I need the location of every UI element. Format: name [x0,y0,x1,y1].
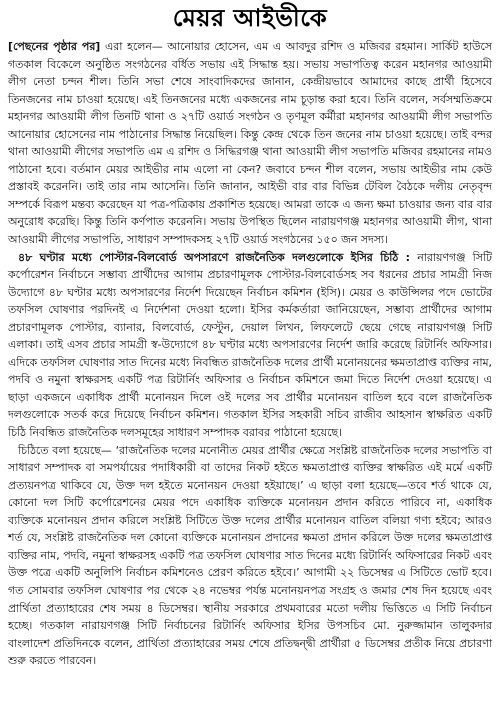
headline-container [8,2,492,38]
paragraph-3-text: চিঠিতে বলা হয়েছে— ‘রাজনৈতিক দলের মনোনীত মেয়র প্রার্থীর ক্ষেত্রে সংশ্লিষ্ট রাজনৈতিক দলের সভাপতি বা সাধারণ সম্পাদক বা সমপর্যায়ের পদাধিকারী বা তাদের নিকট হইতে ক্ষমতাপ্রাপ্ত ব্যক্তির স্বাক্ষরিত এই মর্মে একটি প্রত্যয়নপত্র থাকিবে যে, উক্ত দল হইতে মনোনয়ন দেওয়া হইয়াছে।’ এ ছাড়া বলা হয়েছে—তবে শর্ত থাকে যে, কোনো দল সিটি কর্পোরেশনের মেয়র পদে একাধিক ব্যক্তিকে মনোনয়ন প্রদান করিতে পারিবে না, একাধিক ব্যক্তিকে মনোনয়ন প্রদান করিলে সংশ্লিষ্ট সিটিতে উক্ত দলের প্রার্থীর মনোনয়ন বাতিল বলিয়া গণ্য হইবে; আরও শর্ত যে, সংশ্লিষ্ট রাজনৈতিক দল কোনো ব্যক্তিকে মনোনয়ন প্রদানের ক্ষমতা প্রদান করিলে উক্ত দলের ক্ষমতাপ্রাপ্ত ব্যক্তির নাম, পদবি, নমুনা স্বাক্ষরসহ একটি পত্র তফসিল ঘোষণার সাত দিনের মধ্যে রিটার্নিং অফিসারের নিকট এবং উক্ত পত্রে একটি অনুলিপি নির্বাচন কমিশনেও প্রেরণ করিতে হইবে।’ আগামী ২২ ডিসেম্বর এ সিটিতে ভোট হবে। গত সোমবার তফসিল ঘোষণার পর থেকে ২৪ নভেম্বর পর্যন্ত মনোনয়নপত্র সংগ্রহ ও জমার শেষ দিন হয়েছে এবং প্রার্থিতা প্রত্যাহারের শেষ সময় ৪ ডিসেম্বর। স্থানীয় সরকারে প্রথমবারের মতো দলীয় ভিত্তিতে এ সিটি নির্বাচন হচ্ছে। গতকাল নারায়ণগঞ্জ সিটি নির্বাচনের রিটার্নিং অফিসার ইসির উপসচিব মো. নুরুজ্জামান তালুকদার বাংলাদেশ প্রতিদিনকে বলেন, প্রার্থিতা প্রত্যাহারের সময় শেষে প্রতিদ্বন্দ্বী প্রার্থীরা ৫ ডিসেম্বর প্রতীক নিয়ে প্রচারণা শুরু করতে পারবেন। [8,443,492,668]
paragraph-2-text: নারায়ণগঞ্জ সিটি কর্পোরেশন নির্বাচনে সম্ভাব্য প্রার্থীদের আগাম প্রচারণামূলক পোস্টার-বিলবোর্ডসহ সব ধরনের প্রচার সামগ্রী নিজ উদ্যোগে ৪৮ ঘণ্টার মধ্যে অপসারণের নির্দেশ দিয়েছেন নির্বাচন কমিশন (ইসি)। মেয়র ও কাউন্সিলর পদে ভোটের তফসিল ঘোষণার পরদিনই এ নির্দেশনা দেওয়া হলো। ইসির কর্মকর্তারা জানিয়েছেন, সম্ভাব্য প্রার্থীদের আগাম প্রচারণামূলক পোস্টার, ব্যানার, বিলবোর্ড, ফেস্টুন, দেয়াল লিখন, লিফলেটে ছেয়ে গেছে নারায়ণগঞ্জ সিটি এলাকা। তাই এসব প্রচার সামগ্রী স্ব-উদ্যোগে ৪৮ ঘণ্টার মধ্যে অপসারণের নির্দেশ জারি করেছে রিটার্নিং অফিসার। এদিকে তফসিল ঘোষণার সাত দিনের মধ্যে নিবন্ধিত রাজনৈতিক দলের প্রার্থী মনোনয়নের ক্ষমতাপ্রাপ্ত ব্যক্তির নাম, পদবি ও নমুনা স্বাক্ষরসহ একটি পত্র রিটার্নিং অফিসার ও নির্বাচন কমিশনে জমা দিতে নির্দেশ দেওয়া হয়েছে। এ ছাড়া একজনে একাধিক প্রার্থী মনোনয়ন দিলে ওই দলের সব প্রার্থীর মনোনয়ন বাতিল হবে বলে রাজনৈতিক দলগুলোকে সতর্ক করে দিয়েছে নির্বাচন কমিশন। গতকাল ইসির সহকারী সচিব রাজীব আহসান স্বাক্ষরিত একটি চিঠি নিবন্ধিত রাজনৈতিক দলসমূহের সাধারণ সম্পাদক বরাবর পাঠানো হয়েছে। [8,250,492,440]
paragraph-3 [8,442,492,670]
subheading: ৪৮ ঘণ্টার মধ্যে পোস্টার-বিলবোর্ড অপসারণে রাজনৈতিক দলগুলোকে ইসির চিঠি : [18,250,411,264]
continuation-marker: [পেছনের পৃষ্ঠার পর] [8,40,101,53]
article-body [8,38,492,670]
headline: মেয়র আইভীকে [172,4,328,32]
paragraph-1-text: এরা হলেন— আনোয়ার হোসেন, এম এ আবদুর রশিদ ও মজিবর রহমান। সার্কিট হাউসে গতকাল বিকেলে অনুষ্ঠিত সংগঠনের বর্ধিত সভায় এই সিদ্ধান্ত হয়। সভায় সভাপতিত্ব করেন মহানগর আওয়ামী লীগ নেতা চন্দন শীল। তিনি সভা শেষে সাংবাদিকদের জানান, কেন্দ্রীয়ভাবে আমাদের কাছে প্রার্থী হিসেবে তিনজনের নাম চাওয়া হয়েছে। এই তিনজনের মধ্যে একজনের নাম চূড়ান্ত করা হবে। তিনি বলেন, সর্বসম্মতিক্রমে মহানগর আওয়ামী লীগ তিনটি থানা ও ২৭টি ওয়ার্ড সংগঠন ও তৃণমূল কর্মীরা মহানগর আওয়ামী লীগ সভাপতি আনোয়ার হোসেনের নাম পাঠানোর সিদ্ধান্ত নিয়েছিল। কিন্তু কেন্দ্র থেকে তিন জনের নাম চাওয়া হয়েছে। তাই বন্দর থানা আওয়ামী লীগের সভাপতি এম এ রশিদ ও সিদ্ধিরগঞ্জ থানা আওয়ামী লীগ সভাপতি মজিবর রহমানের নামও পাঠানো হবে। বর্তমান মেয়র আইভীর নাম এলো না কেন? জবাবে চন্দন শীল বলেন, সভায় আইভীর নাম কেউ প্রস্তাবই করেননি। তাই তার নাম আসেনি। তিনি জানান, আইভী বার বার বিভিন্ন টেবিল বৈঠকে দলীয় নেতৃবৃন্দ সম্পর্কে বিরূপ মন্তব্য করেছেন যা পত্র-পত্রিকায় প্রকাশিত হয়েছে। আমরা তাকে এ জন্য ক্ষমা চাওয়ার জন্য বার বার অনুরোধ করেছি। কিন্তু তিনি কর্ণপাত করেননি। সভায় উপস্থিত ছিলেন নারায়ণগঞ্জ মহানগর আওয়ামী লীগ, থানা আওয়ামী লীগের সভাপতি, সাধারণ সম্পাদকসহ ২৭টি ওয়ার্ড সংগঠনের ১৫০ জন সদস্য। [8,40,493,247]
paragraph-1 [8,38,492,249]
paragraph-2 [8,249,492,442]
